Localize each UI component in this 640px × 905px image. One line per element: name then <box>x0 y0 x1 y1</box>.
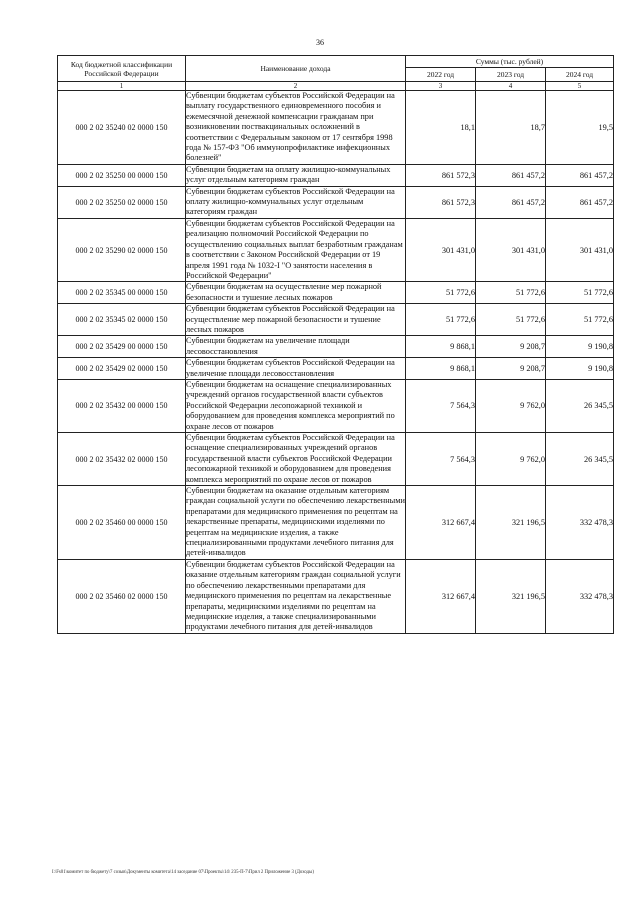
amount-2023: 861 457,2 <box>476 164 546 186</box>
amount-2022: 861 572,3 <box>406 186 476 218</box>
amount-2024: 26 345,5 <box>546 433 614 486</box>
column-number: 3 <box>406 82 476 91</box>
budget-code: 000 2 02 35432 00 0000 150 <box>58 379 186 432</box>
table-row <box>58 186 614 218</box>
table-row <box>58 433 614 486</box>
amount-2023: 9 762,0 <box>476 433 546 486</box>
income-name: Субвенции бюджетам на оказание отдельным категориям граждан социальной услуги по обеспечению лекарственными препаратами для медицинского применения по рецептам на лекарственные препараты, медицинскими изделиями по рецептам на медицинские изделия, а также специализированными продуктами лечебного питания для детей-инвалидов <box>186 486 405 558</box>
header-code: Код бюджетной классификации Российской Федерации <box>58 56 186 82</box>
amount-2023: 861 457,2 <box>476 186 546 218</box>
budget-code: 000 2 02 35460 02 0000 150 <box>58 559 186 633</box>
amount-2022: 312 667,4 <box>406 486 476 560</box>
table-row <box>58 304 614 336</box>
column-number: 5 <box>546 82 614 91</box>
amount-2022: 301 431,0 <box>406 218 476 281</box>
amount-2023: 51 772,6 <box>476 282 546 304</box>
amount-2022: 9 868,1 <box>406 358 476 380</box>
income-name: Субвенции бюджетам субъектов Российской Федерации на реализацию полномочий Российской Федерации по осуществлению социальных выплат безработным гражданам в соответствии с Законом Российской Федерации от 19 апреля 1991 года № 1032-I "О занятости населения в Российской Федерации" <box>186 218 406 281</box>
amount-2023: 18,7 <box>476 91 546 165</box>
page-number: 36 <box>316 38 324 47</box>
income-name: Субвенции бюджетам на оплату жилищно-коммунальных услуг отдельным категориям граждан <box>186 164 406 186</box>
budget-code: 000 2 02 35240 02 0000 150 <box>58 91 186 165</box>
income-name: Субвенции бюджетам субъектов Российской Федерации на выплату государственного единовременного пособия и ежемесячной денежной компенсации гражданам при возникновении поствакцинальных осложнений в соответствии с Федеральным законом от 17 сентября 1998 года № 157-ФЗ "Об иммунопрофилактике инфекционных болезней" <box>186 91 406 165</box>
income-name: Субвенции бюджетам субъектов Российской Федерации на оказание отдельным категориям граждан социальной услуги по обеспечению лекарственными препаратами для медицинского применения по рецептам на лекарственные препараты, медицинскими изделиями по рецептам на медицинские изделия, а также специализированными продуктами лечебного питания для детей-инвалидов <box>186 559 406 633</box>
amount-2023: 321 196,5 <box>476 559 546 633</box>
income-name: Субвенции бюджетам субъектов Российской Федерации на осуществление мер пожарной безопасности и тушение лесных пожаров <box>186 304 406 336</box>
amount-2024: 9 190,8 <box>546 358 614 380</box>
budget-code: 000 2 02 35429 02 0000 150 <box>58 358 186 380</box>
amount-2022: 9 868,1 <box>406 336 476 358</box>
header-year-2023: 2023 год <box>476 68 546 82</box>
amount-2024: 332 478,3 <box>546 486 614 560</box>
column-number: 4 <box>476 82 546 91</box>
income-name: Субвенции бюджетам на осуществление мер пожарной безопасности и тушение лесных пожаров <box>186 282 406 304</box>
amount-2022: 7 564,3 <box>406 433 476 486</box>
budget-code: 000 2 02 35429 00 0000 150 <box>58 336 186 358</box>
income-name: Субвенции бюджетам на оснащение специализированных учреждений органов государственной власти субъектов Российской Федерации лесопожарной техникой и оборудованием для проведения комплекса мероприятий по охране лесов от пожаров <box>186 379 406 432</box>
table-row <box>58 91 614 165</box>
amount-2022: 51 772,6 <box>406 304 476 336</box>
budget-code: 000 2 02 35250 00 0000 150 <box>58 164 186 186</box>
budget-code: 000 2 02 35290 02 0000 150 <box>58 218 186 281</box>
amount-2024: 301 431,0 <box>546 218 614 281</box>
amount-2024: 19,5 <box>546 91 614 165</box>
amount-2022: 18,1 <box>406 91 476 165</box>
table-row <box>58 282 614 304</box>
budget-code: 000 2 02 35432 02 0000 150 <box>58 433 186 486</box>
header-year-2024: 2024 год <box>546 68 614 82</box>
budget-code: 000 2 02 35345 02 0000 150 <box>58 304 186 336</box>
income-name: Субвенции бюджетам субъектов Российской Федерации на оплату жилищно-коммунальных услуг отдельным категориям граждан <box>186 186 406 218</box>
amount-2023: 51 772,6 <box>476 304 546 336</box>
amount-2023: 301 431,0 <box>476 218 546 281</box>
table-row <box>58 164 614 186</box>
header-sums: Суммы (тыс. рублей) <box>406 56 614 68</box>
amount-2024: 26 345,5 <box>546 379 614 432</box>
header-year-2022: 2022 год <box>406 68 476 82</box>
amount-2024: 9 190,8 <box>546 336 614 358</box>
budget-income-table <box>57 55 614 634</box>
income-name: Субвенции бюджетам субъектов Российской Федерации на оснащение специализированных учреждений органов государственной власти субъектов Российской Федерации лесопожарной техникой и оборудованием для проведения комплекса мероприятий по охране лесов от пожаров <box>186 433 406 486</box>
amount-2023: 9 762,0 <box>476 379 546 432</box>
amount-2024: 332 478,3 <box>546 559 614 633</box>
table-row <box>58 336 614 358</box>
table-row <box>58 559 614 633</box>
income-name: Субвенции бюджетам субъектов Российской Федерации на увеличение площади лесовосстановления <box>186 358 406 380</box>
amount-2022: 7 564,3 <box>406 379 476 432</box>
budget-code: 000 2 02 35250 02 0000 150 <box>58 186 186 218</box>
amount-2022: 51 772,6 <box>406 282 476 304</box>
amount-2022: 861 572,3 <box>406 164 476 186</box>
table-row <box>58 358 614 380</box>
budget-code: 000 2 02 35345 00 0000 150 <box>58 282 186 304</box>
amount-2024: 861 457,2 <box>546 164 614 186</box>
table-row <box>58 379 614 432</box>
amount-2024: 861 457,2 <box>546 186 614 218</box>
amount-2024: 51 772,6 <box>546 282 614 304</box>
table-row <box>58 218 614 281</box>
file-path-footer: I:\Fs01\комитет по бюджету\7 созыв\Документы комитета\14 заседание 07\Проекты\14\ 235-П-7\Прил 2 Приложение 3 (Доходы) <box>52 870 314 875</box>
column-number: 2 <box>186 82 406 91</box>
income-name: Субвенции бюджетам на увеличение площади лесовосстановления <box>186 336 406 358</box>
amount-2023: 321 196,5 <box>476 486 546 560</box>
amount-2024: 51 772,6 <box>546 304 614 336</box>
table-row <box>58 486 614 560</box>
amount-2023: 9 208,7 <box>476 336 546 358</box>
header-name: Наименование дохода <box>186 56 406 82</box>
column-number: 1 <box>58 82 186 91</box>
amount-2023: 9 208,7 <box>476 358 546 380</box>
budget-code: 000 2 02 35460 00 0000 150 <box>58 486 186 560</box>
amount-2022: 312 667,4 <box>406 559 476 633</box>
